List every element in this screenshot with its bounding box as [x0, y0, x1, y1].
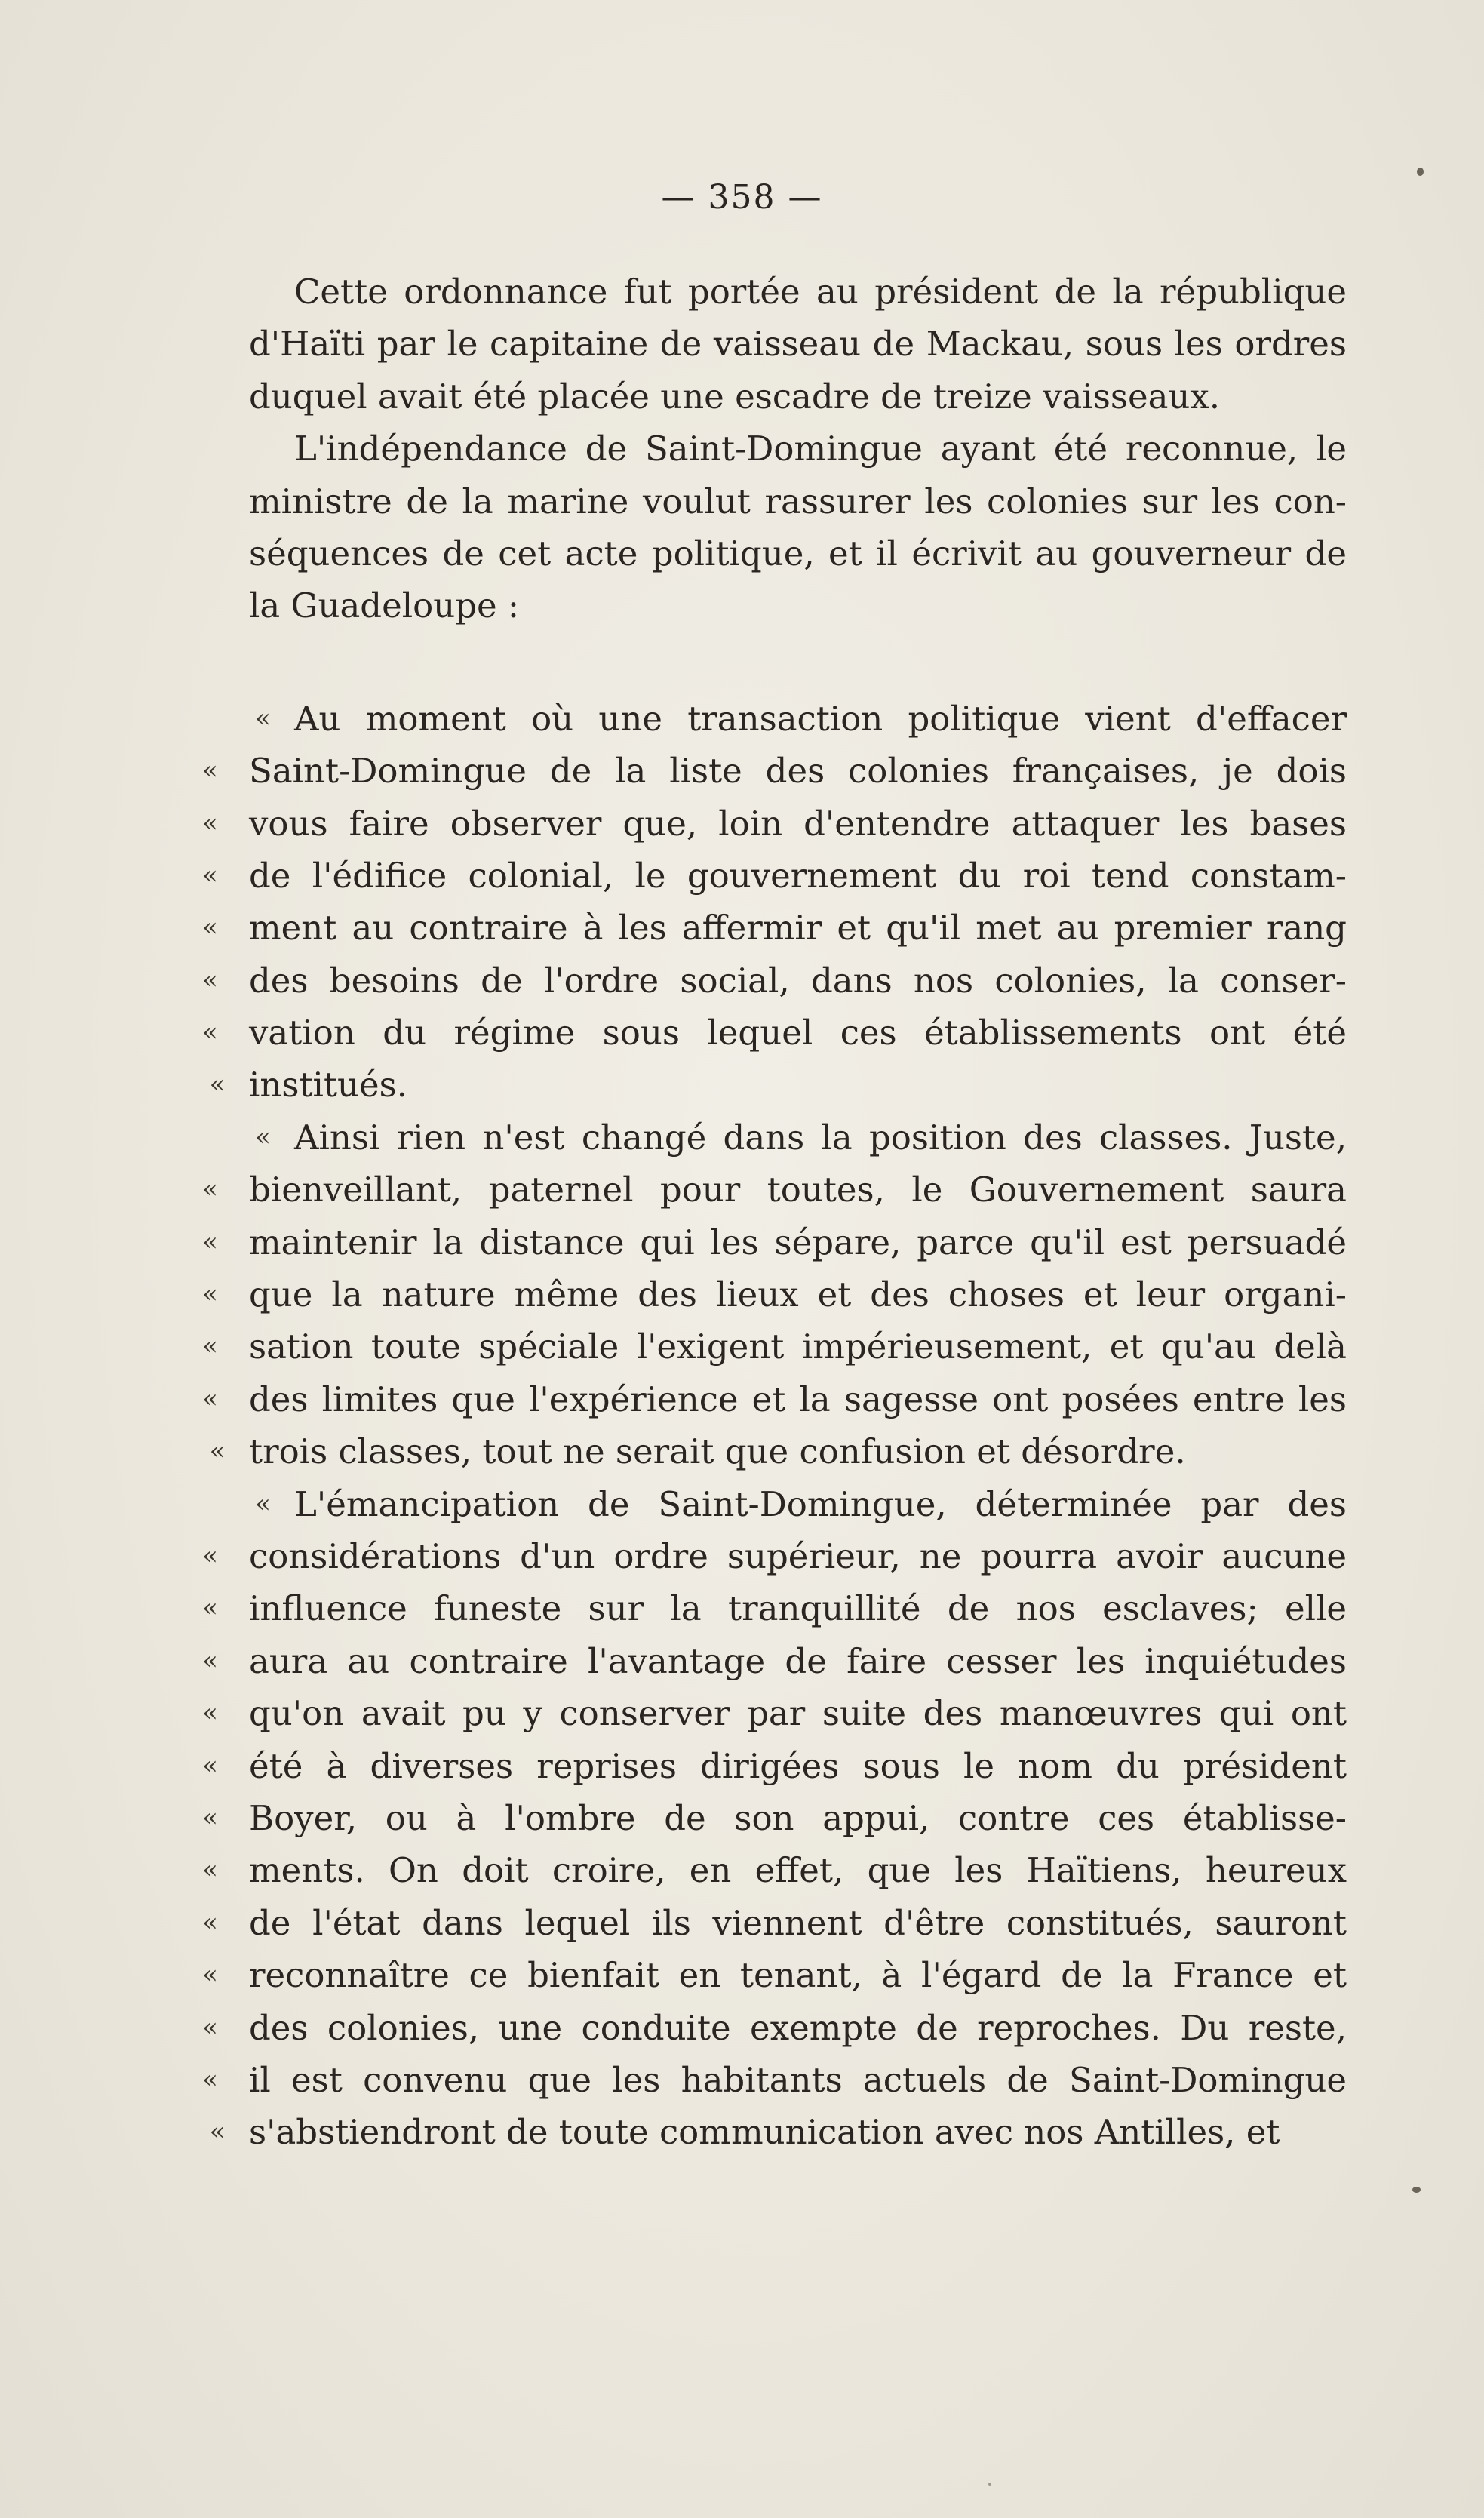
quotation-mark: «: [202, 1698, 218, 1729]
line-text: Boyer, ou à l'ombre de son appui, contre ces établisse-: [249, 1797, 1347, 1838]
line-text: de l'état dans lequel ils viennent d'être constitués, sauront: [249, 1902, 1347, 1943]
quotation-mark: «: [255, 1488, 271, 1519]
text-line: [249, 1478, 1347, 1530]
line-text: la Guadeloupe :: [249, 586, 520, 626]
line-text: ments. On doit croire, en effet, que les Haïtiens, heureux: [249, 1850, 1347, 1891]
line-text: d'Haïti par le capitaine de vaisseau de Mackau, sous les ordres: [249, 324, 1347, 364]
text-line: [202, 2002, 1347, 2054]
line-text: qu'on avait pu y conserver par suite des manœuvres qui ont: [249, 1693, 1347, 1734]
text-line: [249, 693, 1347, 745]
text-line: [202, 1530, 1347, 1582]
quotation-mark: «: [209, 2117, 226, 2148]
text-line: [202, 1635, 1347, 1687]
quotation-mark: «: [202, 1855, 218, 1886]
quotation-mark: «: [209, 1436, 226, 1467]
paragraph: [202, 1478, 1347, 2159]
quotation-mark: «: [202, 859, 218, 890]
line-text: duquel avait été placée une escadre de treize vaisseaux.: [249, 376, 1221, 417]
text-line: [202, 1949, 1347, 2001]
text-line: [202, 1687, 1347, 1739]
quotation-mark: «: [202, 1174, 218, 1205]
paragraph: [202, 1111, 1347, 1478]
text-line: [202, 1582, 1347, 1634]
text-line: [209, 1425, 1347, 1477]
line-text: séquences de cet acte politique, et il écrivit au gouverneur de: [249, 533, 1347, 573]
line-text: il est convenu que les habitants actuels de Saint-Domingue: [249, 2059, 1347, 2100]
line-text: ment au contraire à les affermir et qu'il met au premier rang: [249, 908, 1347, 948]
line-text: considérations d'un ordre supérieur, ne pourra avoir aucune: [249, 1536, 1347, 1576]
line-text: Au moment où une transaction politique vient d'effacer: [294, 698, 1347, 739]
quotation-mark: «: [202, 807, 218, 838]
quotation-mark: «: [202, 1540, 218, 1571]
line-text: vation du régime sous lequel ces établissements ont été: [249, 1013, 1347, 1053]
text-line: [202, 1216, 1347, 1268]
line-text: reconnaître ce bienfait en tenant, à l'égard de la France et: [249, 1955, 1347, 1996]
line-text: L'indépendance de Saint-Domingue ayant été reconnue, le: [294, 429, 1347, 469]
text-line: [202, 1164, 1347, 1216]
line-text: Saint-Domingue de la liste des colonies françaises, je dois: [249, 751, 1347, 792]
line-text: des limites que l'expérience et la sagesse ont posées entre les: [249, 1379, 1347, 1419]
text-line: [202, 1844, 1347, 1896]
text-line: [209, 2106, 1347, 2158]
text-line: [202, 902, 1347, 954]
text-line: [209, 1059, 1347, 1111]
quotation-mark: «: [202, 2064, 218, 2095]
line-text: de l'édifice colonial, le gouvernement du roi tend constam-: [249, 855, 1347, 896]
paragraph-gap: [249, 632, 1347, 693]
text-line: [202, 1373, 1347, 1425]
quotation-mark: «: [202, 1960, 218, 1991]
paragraph: [249, 423, 1347, 632]
line-text: Cette ordonnance fut portée au président de la république: [294, 272, 1347, 312]
quotation-mark: «: [202, 1017, 218, 1048]
text-line: [249, 580, 1347, 632]
line-text: des besoins de l'ordre social, dans nos colonies, la conser-: [249, 960, 1347, 1001]
line-text: sation toute spéciale l'exigent impérieusement, et qu'au delà: [249, 1327, 1347, 1367]
line-text: que la nature même des lieux et des choses et leur organi-: [249, 1274, 1347, 1315]
quotation-mark: «: [202, 1383, 218, 1414]
text-line: [202, 1007, 1347, 1059]
text-line: [202, 798, 1347, 850]
text-line: [202, 1320, 1347, 1373]
quotation-mark: «: [202, 1226, 218, 1257]
line-text: vous faire observer que, loin d'entendre attaquer les bases: [249, 803, 1347, 844]
quotation-mark: «: [202, 1593, 218, 1624]
line-text: influence funeste sur la tranquillité de nos esclaves; elle: [249, 1588, 1347, 1629]
paper-speck: [988, 2483, 991, 2486]
quotation-mark: «: [202, 912, 218, 943]
line-text: été à diverses reprises dirigées sous le nom du président: [249, 1745, 1347, 1786]
paragraph: [249, 266, 1347, 423]
line-text: bienveillant, paternel pour toutes, le Gouvernement saura: [249, 1170, 1347, 1210]
line-text: institués.: [249, 1065, 408, 1105]
text-line: [202, 1897, 1347, 1949]
quotation-mark: «: [202, 1279, 218, 1310]
text-line: [202, 745, 1347, 797]
text-line: [249, 318, 1347, 370]
paper-speck: [1417, 168, 1424, 176]
line-text: Ainsi rien n'est changé dans la position des classes. Juste,: [294, 1117, 1347, 1158]
quotation-mark: «: [202, 1331, 218, 1362]
quotation-mark: «: [202, 1907, 218, 1938]
quotation-mark: «: [202, 1750, 218, 1781]
quotation-mark: «: [202, 1802, 218, 1833]
text-line: [249, 370, 1347, 423]
quotation-mark: «: [202, 964, 218, 995]
text-line: [249, 475, 1347, 527]
line-text: maintenir la distance qui les sépare, parce qu'il est persuadé: [249, 1222, 1347, 1262]
quotation-mark: «: [255, 1121, 271, 1152]
text-block: [202, 266, 1347, 2159]
line-text: L'émancipation de Saint-Domingue, déterminée par des: [294, 1483, 1347, 1524]
quotation-mark: «: [202, 1645, 218, 1676]
quotation-mark: «: [202, 2012, 218, 2043]
page-number: — 358 —: [661, 178, 823, 217]
text-line: [202, 850, 1347, 902]
text-line: [202, 955, 1347, 1007]
text-line: [202, 1268, 1347, 1320]
quotation-mark: «: [209, 1069, 226, 1100]
text-line: [202, 1792, 1347, 1844]
line-text: aura au contraire l'avantage de faire cesser les inquiétudes: [249, 1640, 1347, 1681]
paragraph: [202, 693, 1347, 1111]
text-line: [202, 2054, 1347, 2106]
text-line: [249, 527, 1347, 580]
line-text: trois classes, tout ne serait que confusion et désordre.: [249, 1431, 1186, 1472]
quotation-mark: «: [255, 703, 271, 733]
paper-speck: [1412, 2187, 1421, 2193]
line-text: des colonies, une conduite exempte de reproches. Du reste,: [249, 2007, 1347, 2048]
text-line: [202, 1740, 1347, 1792]
line-text: s'abstiendront de toute communication avec nos Antilles, et: [249, 2112, 1280, 2153]
text-line: [249, 266, 1347, 318]
text-line: [249, 1111, 1347, 1164]
line-text: ministre de la marine voulut rassurer les colonies sur les con-: [249, 481, 1347, 521]
quotation-mark: «: [202, 755, 218, 786]
text-line: [249, 423, 1347, 475]
